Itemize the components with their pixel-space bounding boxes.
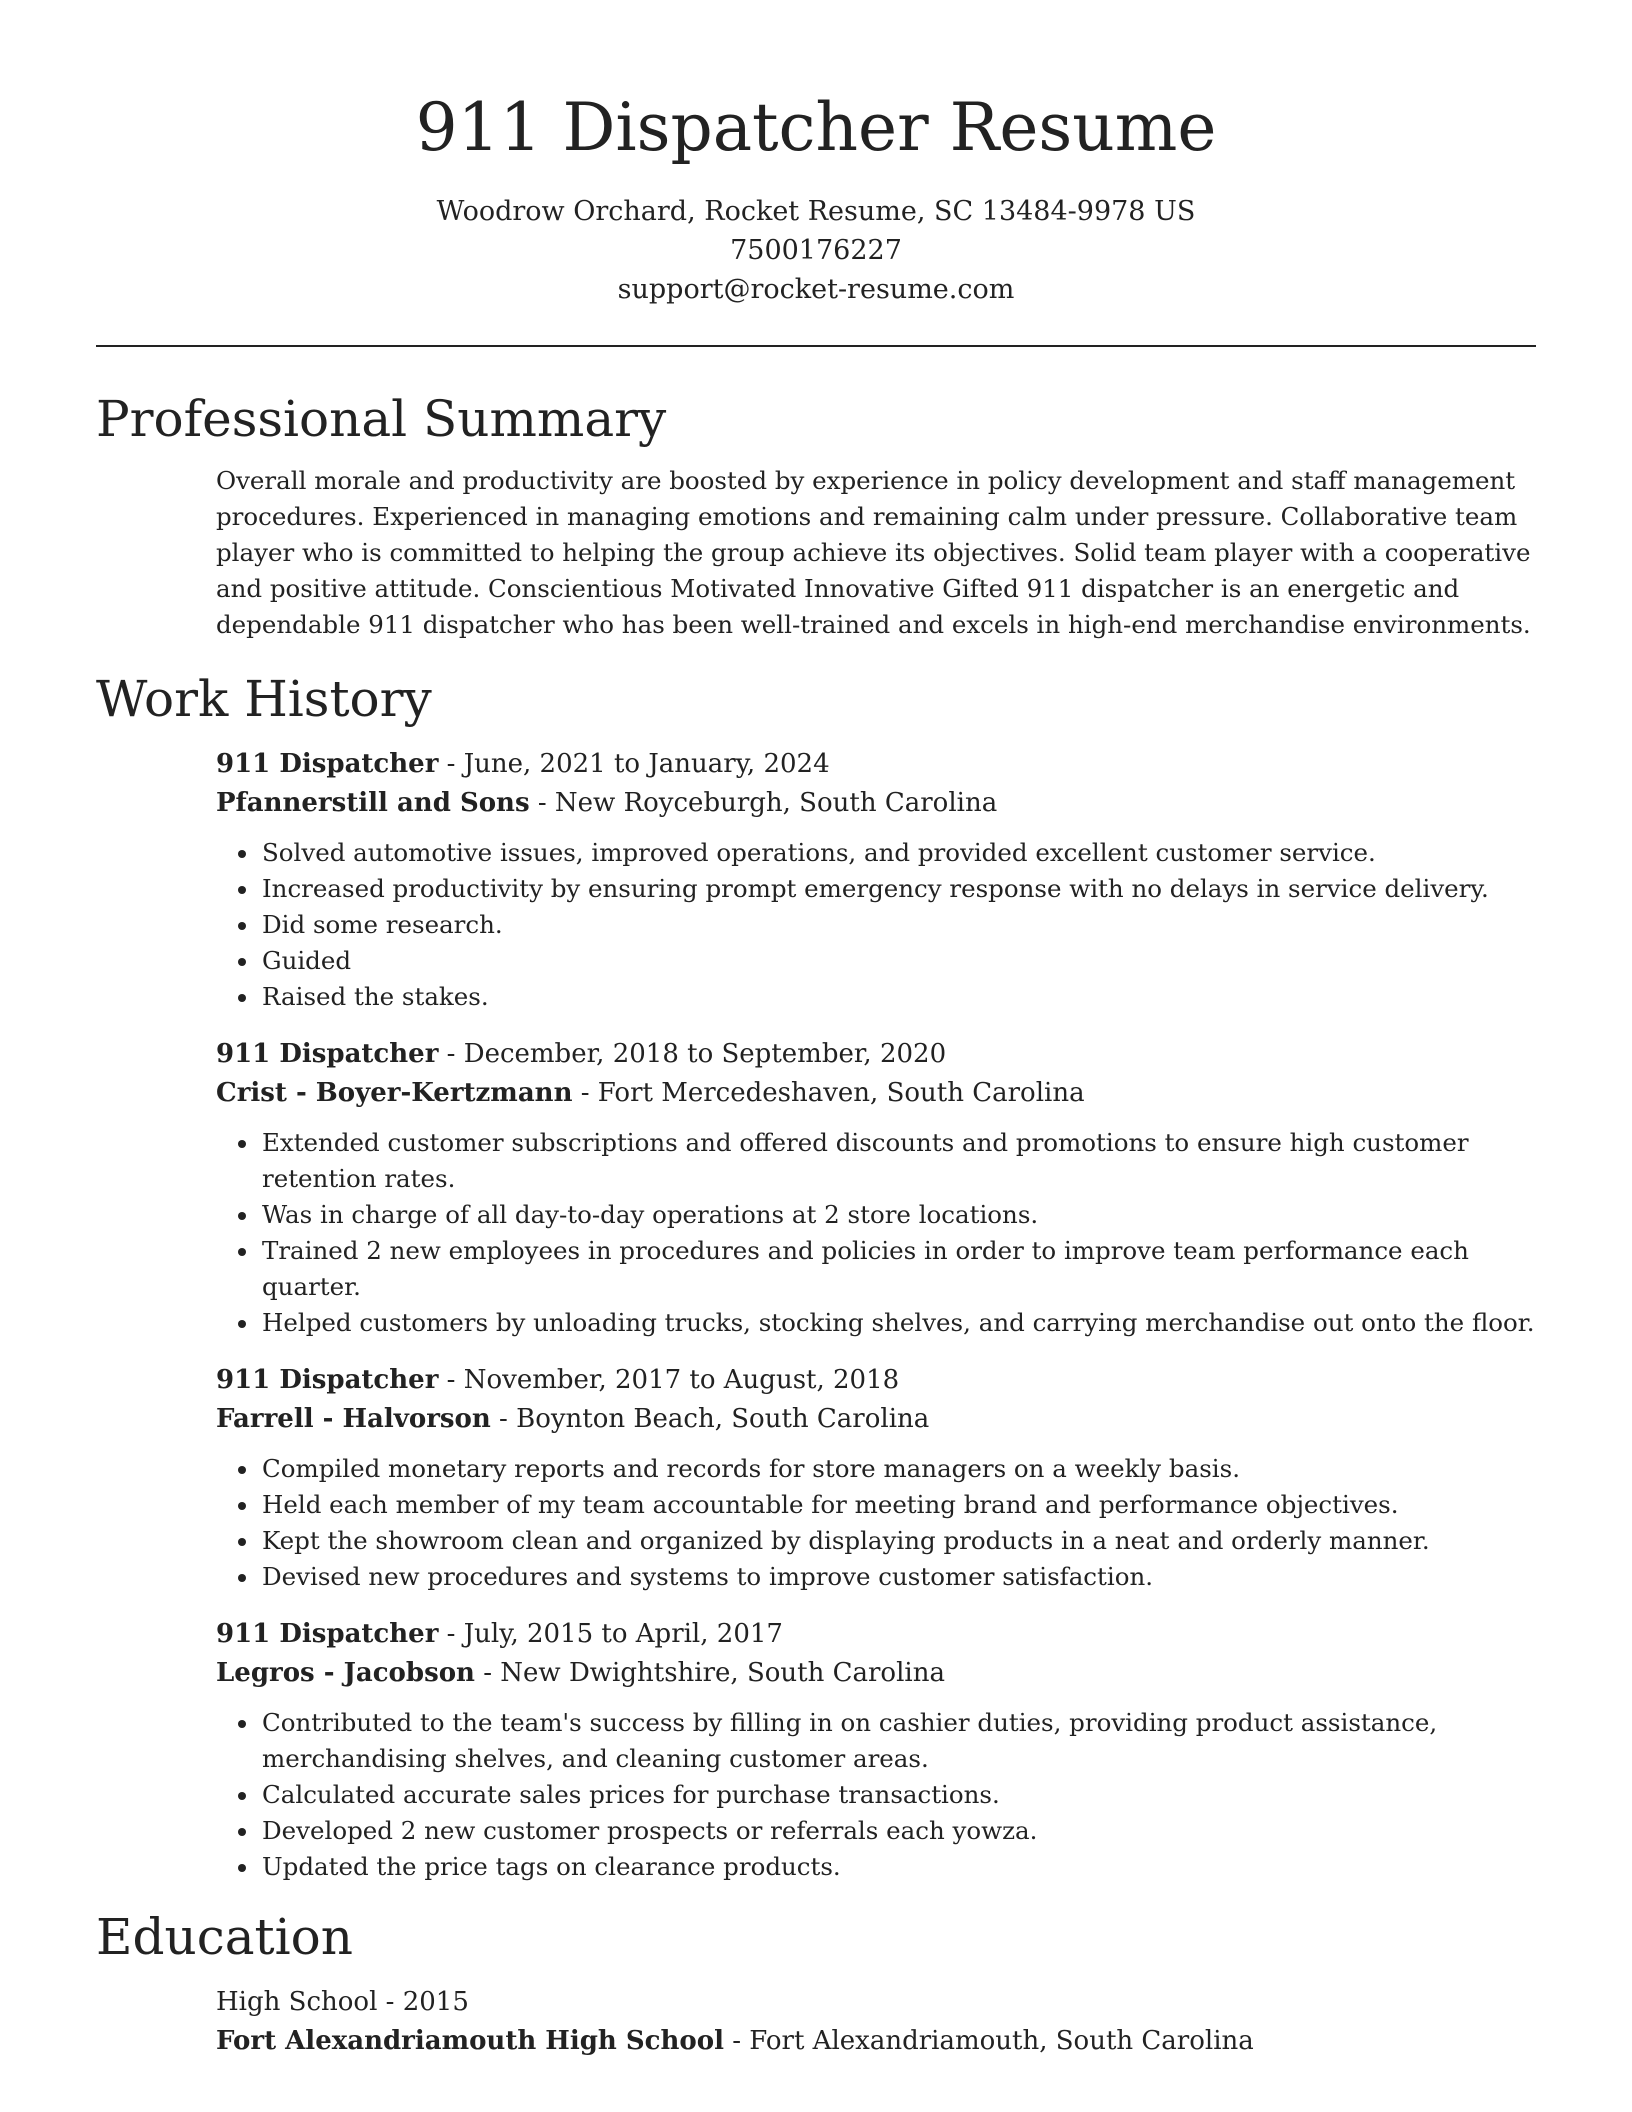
job-company-line: [216, 1400, 1536, 1439]
education-school: Fort Alexandriamouth High School: [216, 2026, 724, 2056]
job-company: Farrell - Halvorson: [216, 1404, 491, 1434]
job-bullet: • Extended customer subscriptions and offered discounts and promotions to ensure high customer retention rates.: [260, 1125, 1536, 1197]
job-bullet: • Trained 2 new employees in procedures and policies in order to improve team performance each quarter.: [260, 1233, 1536, 1305]
education-year: - 2015: [377, 1987, 469, 2017]
job-dates: - June, 2021 to January, 2024: [438, 749, 830, 779]
job-bullet: • Solved automotive issues, improved operations, and provided excellent customer service.: [260, 835, 1536, 871]
job-title: 911 Dispatcher: [216, 1039, 439, 1069]
job-bullets: [216, 1705, 1536, 1885]
header-divider: [96, 345, 1536, 347]
contact-block: [96, 192, 1536, 309]
resume-title: 911 Dispatcher Resume: [415, 89, 1217, 166]
job-bullet: • Compiled monetary reports and records for store managers on a weekly basis.: [260, 1451, 1536, 1487]
job-location: - Boynton Beach, South Carolina: [490, 1404, 930, 1434]
job-bullet: • Kept the showroom clean and organized by displaying products in a neat and orderly manner.: [260, 1523, 1536, 1559]
education-heading: Education: [96, 1908, 353, 1966]
contact-phone: 7500176227: [730, 235, 902, 266]
job-location: - New Royceburgh, South Carolina: [529, 788, 998, 818]
job-location: - Fort Mercedeshaven, South Carolina: [572, 1078, 1085, 1108]
job-title: 911 Dispatcher: [216, 749, 439, 779]
job-company: Crist - Boyer-Kertzmann: [216, 1078, 573, 1108]
job-bullet: • Devised new procedures and systems to improve customer satisfaction.: [260, 1559, 1536, 1595]
education-degree-line: [216, 1983, 1536, 2022]
job-bullet: • Updated the price tags on clearance products.: [260, 1849, 1536, 1885]
job-bullets: [216, 1125, 1536, 1341]
job-bullet: • Increased productivity by ensuring prompt emergency response with no delays in service delivery.: [260, 871, 1536, 907]
job-company-line: [216, 784, 1536, 823]
job-bullets: [216, 1451, 1536, 1595]
job-title: 911 Dispatcher: [216, 1365, 439, 1395]
job-bullets: [216, 835, 1536, 1015]
job-entry: [216, 1361, 1536, 1595]
job-dates: - November, 2017 to August, 2018: [438, 1365, 900, 1395]
job-title-line: [216, 1361, 1536, 1400]
work-history-list: [96, 745, 1536, 1885]
job-company: Legros - Jacobson: [216, 1658, 475, 1688]
job-bullet: • Guided: [260, 943, 1536, 979]
job-title-line: [216, 1615, 1536, 1654]
job-dates: - December, 2018 to September, 2020: [438, 1039, 947, 1069]
education-degree: High School: [216, 1987, 378, 2017]
contact-address: Woodrow Orchard, Rocket Resume, SC 13484-9978 US: [436, 196, 1196, 227]
job-bullet: • Did some research.: [260, 907, 1536, 943]
summary-heading: Professional Summary: [96, 390, 667, 448]
job-dates: - July, 2015 to April, 2017: [438, 1619, 783, 1649]
job-title-line: [216, 745, 1536, 784]
job-location: - New Dwightshire, South Carolina: [474, 1658, 945, 1688]
job-bullet: • Held each member of my team accountable for meeting brand and performance objectives.: [260, 1487, 1536, 1523]
work-history-heading: Work History: [96, 670, 432, 728]
job-bullet: • Contributed to the team's success by filling in on cashier duties, providing product assistance, merchandising shelves, and cleaning customer areas.: [260, 1705, 1536, 1777]
job-bullet: • Developed 2 new customer prospects or referrals each yowza.: [260, 1813, 1536, 1849]
summary-text: Overall morale and productivity are boosted by experience in policy development and staff management procedures. Experienced in managing emotions and remaining calm under pressure. Collaborative team player who is committed to helping the group achieve its objectives. Solid team player with a cooperative and positive attitude. Conscientious Motivated Innovative Gifted 911 dispatcher is an energetic and dependable 911 dispatcher who has been well-trained and excels in high-end merchandise environments.: [216, 466, 1531, 639]
job-company: Pfannerstill and Sons: [216, 788, 530, 818]
job-bullet: • Was in charge of all day-to-day operations at 2 store locations.: [260, 1197, 1536, 1233]
education-location: - Fort Alexandriamouth, South Carolina: [723, 2026, 1254, 2056]
job-title: 911 Dispatcher: [216, 1619, 439, 1649]
job-bullet: • Calculated accurate sales prices for purchase transactions.: [260, 1777, 1536, 1813]
resume-page: [96, 0, 1536, 2061]
job-company-line: [216, 1074, 1536, 1113]
job-entry: [216, 745, 1536, 1015]
job-bullet: • Raised the stakes.: [260, 979, 1536, 1015]
education-entry: [96, 1983, 1536, 2061]
job-company-line: [216, 1654, 1536, 1693]
job-entry: [216, 1035, 1536, 1341]
job-title-line: [216, 1035, 1536, 1074]
job-entry: [216, 1615, 1536, 1885]
education-school-line: [216, 2022, 1536, 2061]
job-bullet: • Helped customers by unloading trucks, stocking shelves, and carrying merchandise out onto the floor.: [260, 1305, 1536, 1341]
contact-email: support@rocket-resume.com: [617, 274, 1015, 305]
